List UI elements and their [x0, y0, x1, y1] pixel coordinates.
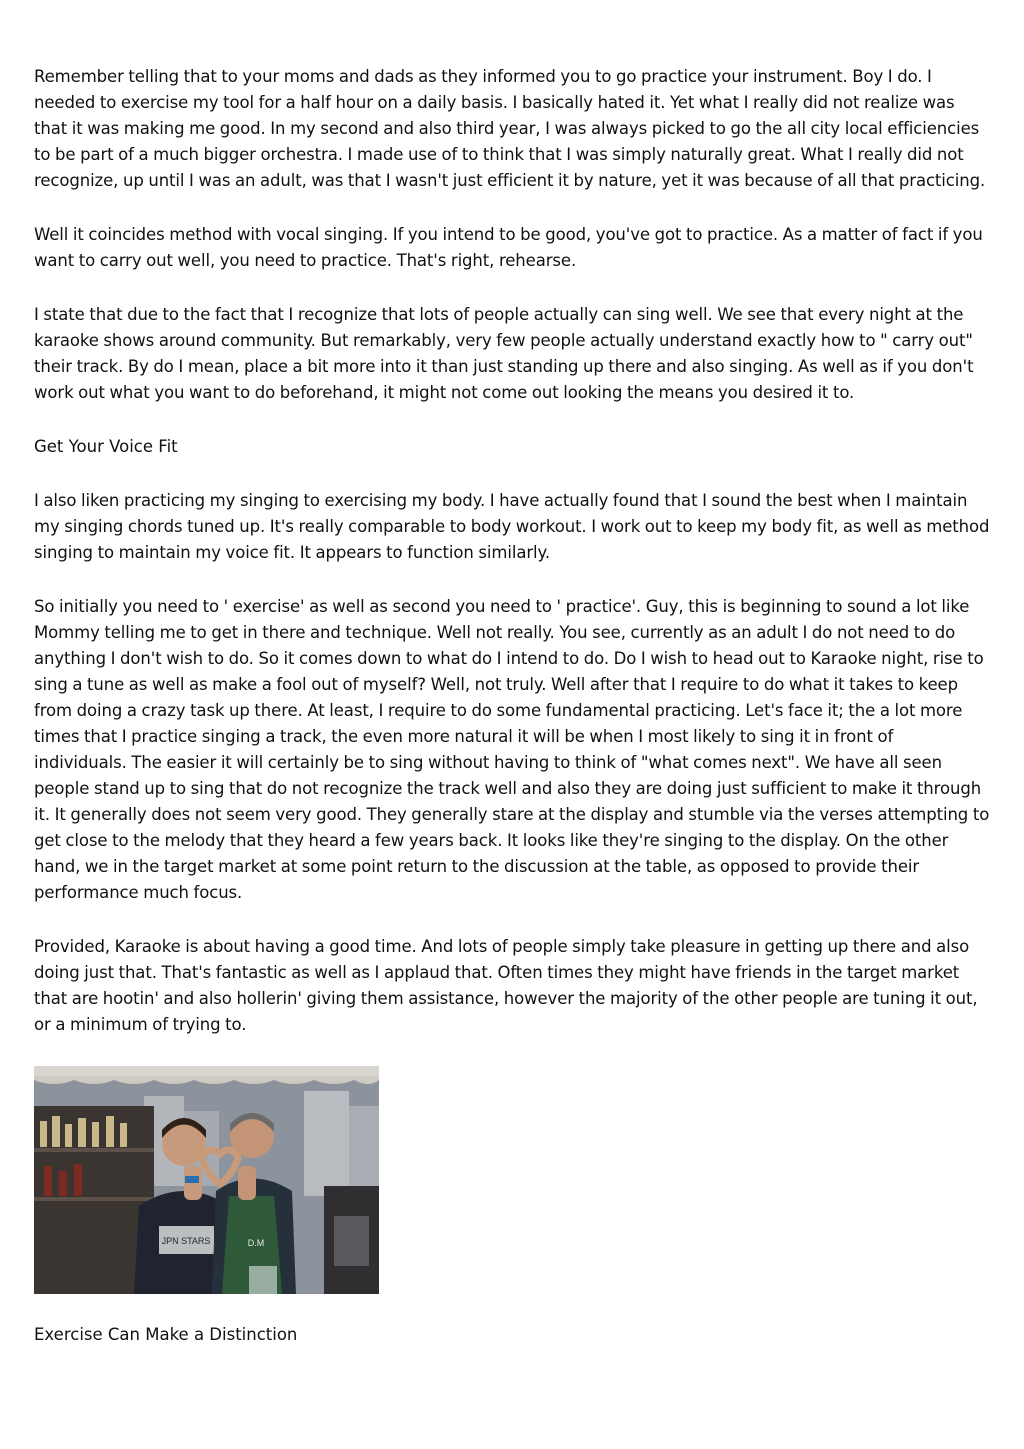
- article: [34, 64, 990, 1348]
- section-heading-exercise: Exercise Can Make a Distinction: [34, 1325, 298, 1344]
- paragraph-5: So initially you need to ' exercise' as well as second you need to ' practice'. Guy, this is beginning to sound a lot like Mommy telling me to get in there and technique. Well not really. You see, currently as an adult I do not need to do anything I don't wish to do. So it comes down to what do I intend to do. Do I wish to head out to Karaoke night, rise to sing a tune as well as make a fool out of myself? Well, not truly. Well after that I require to do what it takes to keep from doing a crazy task up there. At least, I require to do some fundamental practicing. Let's face it; the a lot more times that I practice singing a track, the even more natural it will be when I most likely to sing it in front of individuals. The easier it will certainly be to sing without having to think of "what comes next". We have all seen people stand up to sing that do not recognize the track well and also they are doing just sufficient to make it through it. It generally does not seem very good. They generally stare at the display and stumble via the verses attempting to get close to the melody that they heard a few years back. It looks like they're singing to the display. On the other hand, we in the target market at some point return to the discussion at the table, as opposed to provide their performance much focus.: [34, 597, 990, 902]
- paragraph-6: Provided, Karaoke is about having a good time. And lots of people simply take pleasure in getting up there and also doing just that. That's fantastic as well as I applaud that. Often times they might have friends in the target market that are hootin' and also hollerin' giving them assistance, however the majority of the other people are tuning it out, or a minimum of trying to.: [34, 937, 978, 1034]
- section-heading-voice-fit: Get Your Voice Fit: [34, 437, 178, 456]
- paragraph-1: Remember telling that to your moms and dads as they informed you to go practice your instrument. Boy I do. I needed to exercise my tool for a half hour on a daily basis. I basically hated it. Yet what I really did not realize was that it was making me good. In my second and also third year, I was always picked to go the all city local efficiencies to be part of a much bigger orchestra. I made use of to think that I was simply naturally great. What I really did not recognize, up until I was an adult, was that I wasn't just efficient it by nature, yet it was because of all that practicing.: [34, 67, 986, 190]
- paragraph-4: I also liken practicing my singing to exercising my body. I have actually found that I sound the best when I maintain my singing chords tuned up. It's really comparable to body workout. I work out to keep my body fit, as well as method singing to maintain my voice fit. It appears to function similarly.: [34, 491, 990, 562]
- shirt-print-text: JPN STARS: [161, 1236, 211, 1246]
- apron-print-text: D.M: [247, 1238, 265, 1248]
- paragraph-2: Well it coincides method with vocal singing. If you intend to be good, you've got to practice. As a matter of fact if you want to carry out well, you need to practice. That's right, rehearse.: [34, 225, 983, 270]
- paragraph-3: I state that due to the fact that I recognize that lots of people actually can sing well. We see that every night at the karaoke shows around community. But remarkably, very few people actually understand exactly how to " carry out" their track. By do I mean, place a bit more into it than just standing up there and also singing. As well as if you don't work out what you want to do beforehand, it might not come out looking the means you desired it to.: [34, 305, 974, 402]
- photo-illustration: [34, 1066, 379, 1294]
- article-photo: [34, 1066, 379, 1294]
